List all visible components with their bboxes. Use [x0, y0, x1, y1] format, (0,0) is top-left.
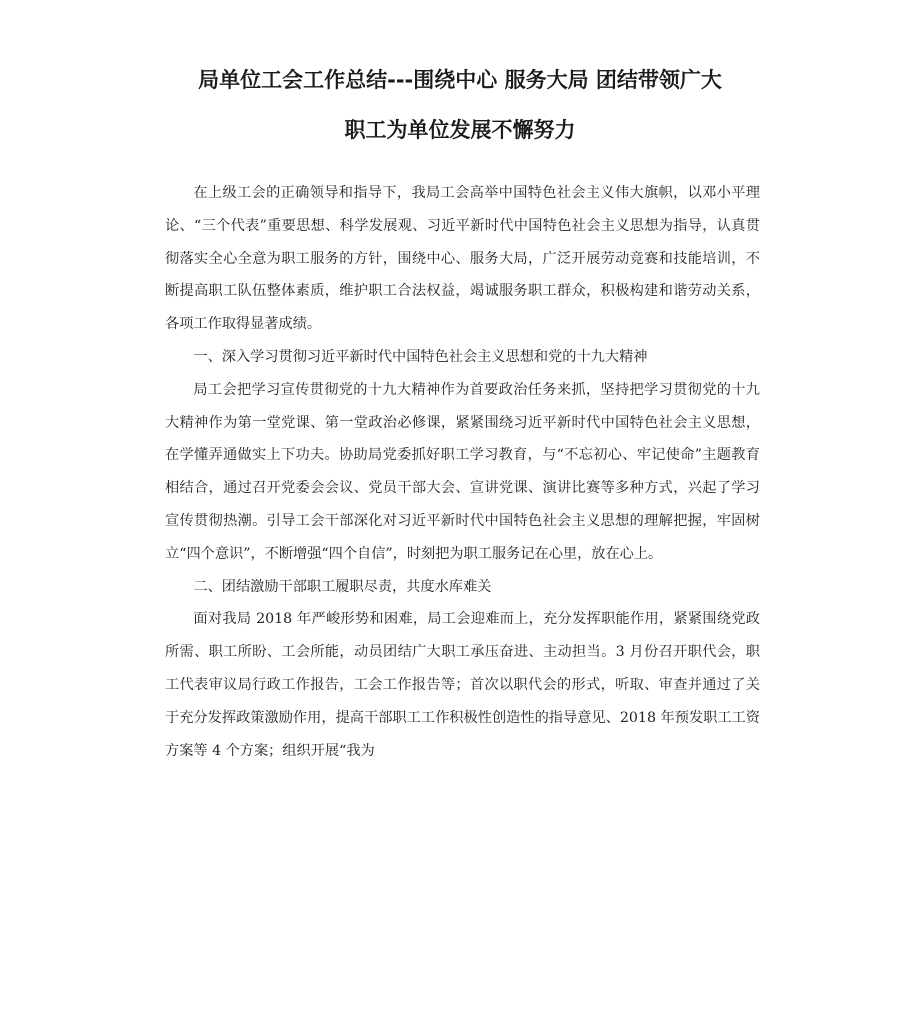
section2-heading: 二、团结激励干部职工履职尽责，共度水库难关 [193, 578, 492, 595]
section1-heading: 一、深入学习贯彻习近平新时代中国特色社会主义思想和党的十九大精神 [193, 348, 648, 365]
document-title-line2: 职工为单位发展不懈努力 [344, 118, 576, 142]
section2-paragraph: 面对我局 2018 年严峻形势和困难，局工会迎难而上，充分发挥职能作用，紧紧围绕党政所需、职工所盼、工会所能，动员团结广大职工承压奋进、主动担当。3 月份召开职代会，职工代表审议局行政工作报告，工会工作报告等；首次以职代会的形式，听取、审查并通过了关于充分发挥政策激励作用，提高干部职工工作积极性创造性的指导意见、2018 年预发职工工资方案等 4 个方案；组织开展“我为 [165, 611, 760, 759]
document-body [165, 177, 760, 767]
document-title-line1: 局单位工会工作总结---围绕中心 服务大局 团结带领广大 [198, 68, 722, 92]
intro-paragraph: 在上级工会的正确领导和指导下，我局工会高举中国特色社会主义伟大旗帜，以邓小平理论、“三个代表”重要思想、科学发展观、习近平新时代中国特色社会主义思想为指导，认真贯彻落实全心全意为职工服务的方针，围绕中心、服务大局，广泛开展劳动竞赛和技能培训，不断提高职工队伍整体素质，维护职工合法权益，竭诚服务职工群众，积极构建和谐劳动关系，各项工作取得显著成绩。 [165, 185, 760, 333]
section1-paragraph: 局工会把学习宣传贯彻党的十九大精神作为首要政治任务来抓，坚持把学习贯彻党的十九大精神作为第一堂党课、第一堂政治必修课，紧紧围绕习近平新时代中国特色社会主义思想，在学懂弄通做实上下功夫。协助局党委抓好职工学习教育，与“不忘初心、牢记使命”主题教育相结合，通过召开党委会会议、党员干部大会、宣讲党课、演讲比赛等多种方式，兴起了学习宣传贯彻热潮。引导工会干部深化对习近平新时代中国特色社会主义思想的理解把握，牢固树立“四个意识”，不断增强“四个自信”，时刻把为职工服务记在心里，放在心上。 [165, 381, 760, 562]
